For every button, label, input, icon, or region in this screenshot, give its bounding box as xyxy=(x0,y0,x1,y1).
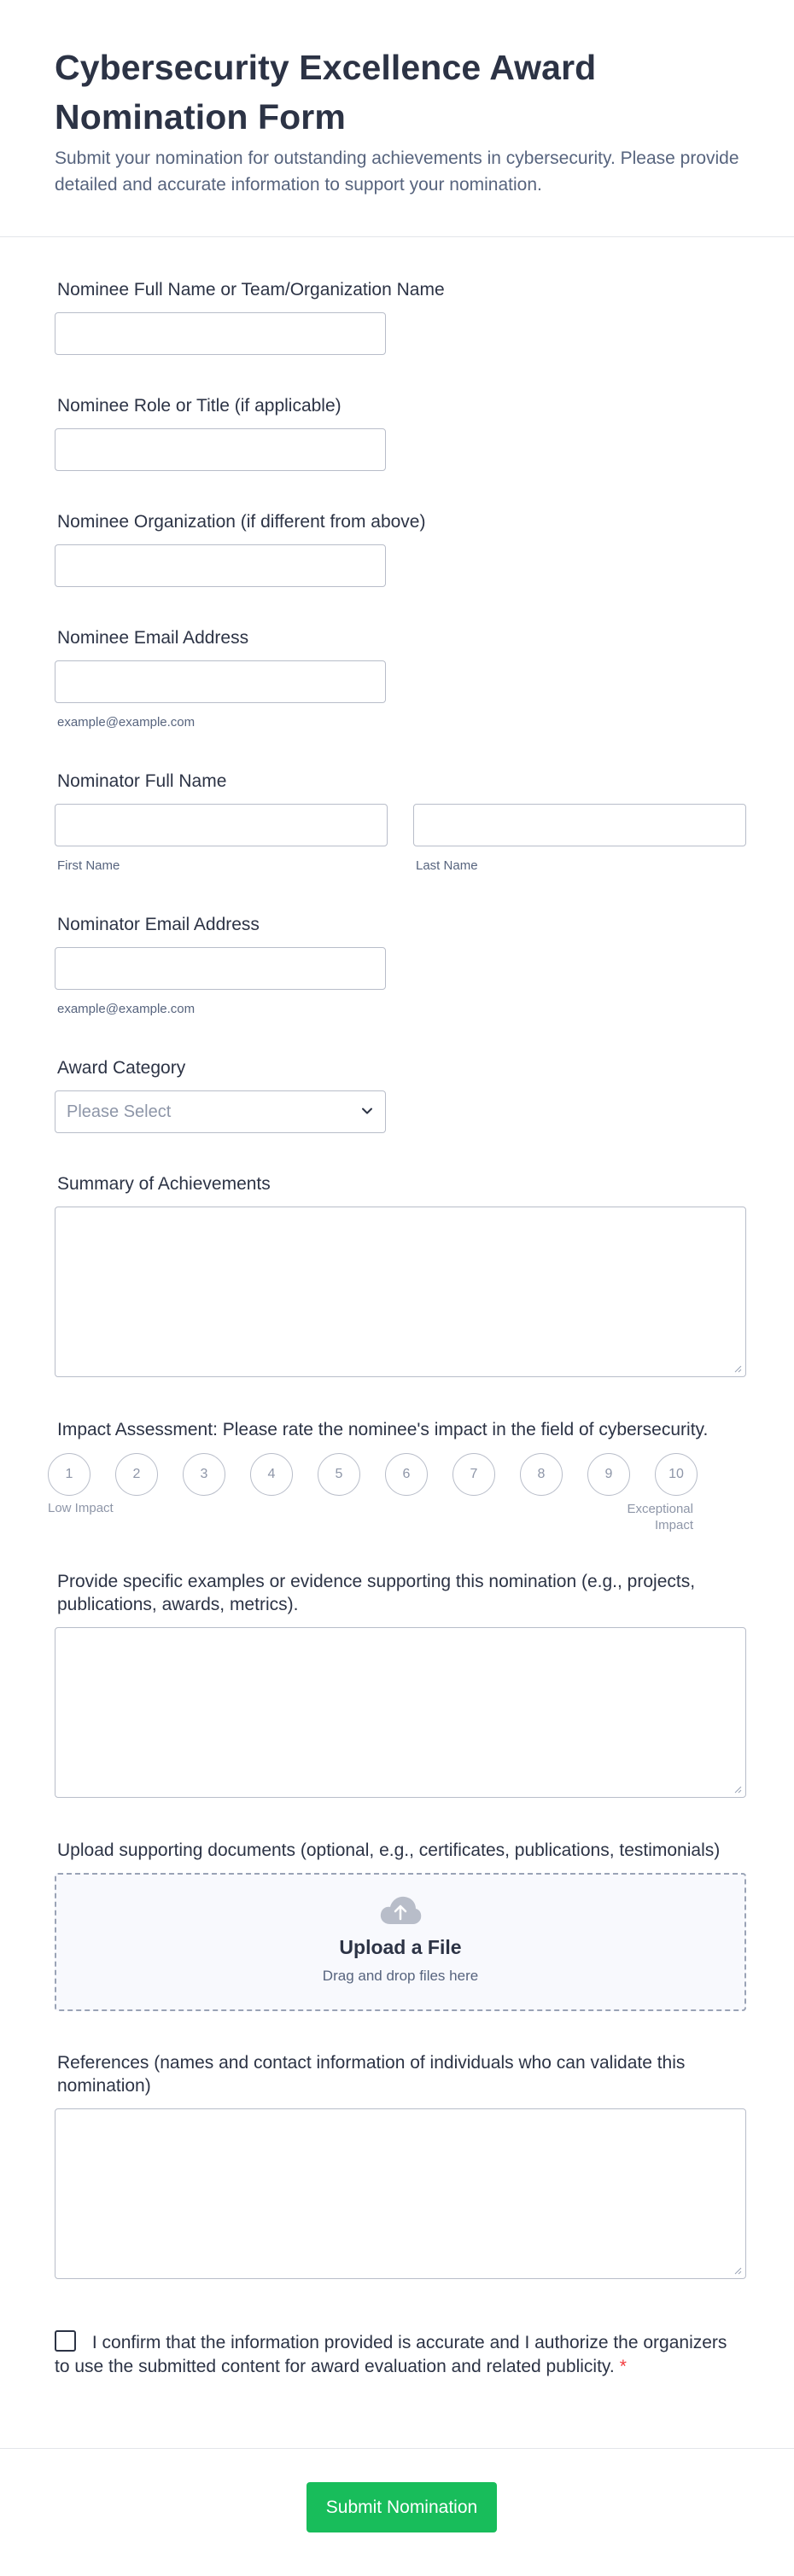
nominator-name-row xyxy=(55,804,746,873)
nominator-email-input[interactable] xyxy=(55,947,386,990)
first-name-input[interactable] xyxy=(55,804,388,846)
impact-option-6[interactable]: 6 xyxy=(385,1453,428,1496)
impact-option-7[interactable]: 7 xyxy=(452,1453,495,1496)
consent-checkbox[interactable] xyxy=(55,2330,76,2352)
award-category-label: Award Category xyxy=(57,1058,186,1078)
nominee-org-input[interactable] xyxy=(55,544,386,587)
impact-scale-labels xyxy=(48,1496,746,1532)
nominee-email-field xyxy=(55,626,746,730)
resize-grip-icon[interactable] xyxy=(733,1364,742,1373)
upload-hint: Drag and drop files here xyxy=(322,1968,479,1984)
form-footer xyxy=(0,2448,794,2576)
form-title: Cybersecurity Excellence Award Nomination Form xyxy=(55,48,597,137)
impact-option-4[interactable]: 4 xyxy=(250,1453,293,1496)
examples-field xyxy=(55,1570,746,1798)
nominee-org-field xyxy=(55,510,746,587)
examples-label: Provide specific examples or evidence supporting this nomination (e.g., projects, publications, awards, metrics). xyxy=(57,1572,696,1614)
impact-label: Impact Assessment: Please rate the nominee's impact in the field of cybersecurity. xyxy=(57,1420,709,1439)
required-mark: * xyxy=(619,2357,627,2376)
nominee-role-field xyxy=(55,394,746,471)
nominator-email-label: Nominator Email Address xyxy=(57,915,260,934)
nominee-email-label: Nominee Email Address xyxy=(57,628,249,648)
references-field xyxy=(55,2051,746,2279)
examples-textarea[interactable] xyxy=(55,1627,746,1798)
submit-button[interactable]: Submit Nomination xyxy=(307,2482,497,2532)
first-name-col xyxy=(55,804,388,873)
award-category-placeholder: Please Select xyxy=(67,1102,172,1121)
nominator-name-label: Nominator Full Name xyxy=(57,771,227,791)
references-textarea[interactable] xyxy=(55,2108,746,2279)
impact-field xyxy=(48,1418,746,1532)
nominee-name-field xyxy=(55,278,746,355)
impact-option-1[interactable]: 1 xyxy=(48,1453,90,1496)
nominator-email-sublabel: example@example.com xyxy=(57,1002,196,1016)
first-name-sublabel: First Name xyxy=(57,858,120,873)
nominee-role-label: Nominee Role or Title (if applicable) xyxy=(57,396,342,416)
upload-label: Upload supporting documents (optional, e.g., certificates, publications, testimonials) xyxy=(57,1840,721,1860)
resize-grip-icon[interactable] xyxy=(733,2266,742,2275)
chevron-down-icon xyxy=(359,1103,375,1119)
impact-option-3[interactable]: 3 xyxy=(183,1453,225,1496)
references-label: References (names and contact information of individuals who can validate this nomination) xyxy=(57,2053,686,2096)
cloud-upload-icon xyxy=(379,1895,422,1926)
impact-option-5[interactable]: 5 xyxy=(318,1453,360,1496)
impact-option-9[interactable]: 9 xyxy=(587,1453,630,1496)
summary-textarea[interactable] xyxy=(55,1207,746,1377)
nominee-role-input[interactable] xyxy=(55,428,386,471)
impact-high-label: Exceptional Impact xyxy=(627,1502,693,1532)
nominator-email-field xyxy=(55,913,746,1016)
nominee-name-label: Nominee Full Name or Team/Organization Name xyxy=(57,280,445,299)
last-name-input[interactable] xyxy=(413,804,746,846)
file-upload-dropzone[interactable] xyxy=(55,1873,746,2011)
nominee-email-sublabel: example@example.com xyxy=(57,715,196,730)
impact-option-8[interactable]: 8 xyxy=(520,1453,563,1496)
upload-title: Upload a File xyxy=(339,1936,462,1958)
form-header xyxy=(0,0,794,237)
award-category-select[interactable] xyxy=(55,1090,386,1133)
last-name-col xyxy=(413,804,746,873)
consent-label: I confirm that the information provided is accurate and I authorize the organizers to use the submitted content for award evaluation and related publicity. xyxy=(55,2333,727,2376)
summary-field xyxy=(55,1172,746,1377)
last-name-sublabel: Last Name xyxy=(416,858,478,873)
nominee-org-label: Nominee Organization (if different from above) xyxy=(57,512,426,532)
nominator-name-field xyxy=(55,770,746,873)
impact-low-label: Low Impact xyxy=(48,1501,114,1515)
summary-label: Summary of Achievements xyxy=(57,1174,271,1194)
impact-option-2[interactable]: 2 xyxy=(115,1453,158,1496)
form-description: Submit your nomination for outstanding achievements in cybersecurity. Please provide detailed and accurate information to support your nomination. xyxy=(55,148,739,195)
impact-scale xyxy=(48,1453,746,1496)
award-category-field xyxy=(55,1056,746,1133)
impact-option-10[interactable]: 10 xyxy=(655,1453,698,1496)
consent-field xyxy=(55,2328,746,2379)
resize-grip-icon[interactable] xyxy=(733,1785,742,1794)
nominee-name-input[interactable] xyxy=(55,312,386,355)
upload-field xyxy=(55,1839,746,2011)
consent-text xyxy=(55,2328,746,2379)
consent-row xyxy=(55,2328,746,2379)
nominee-email-input[interactable] xyxy=(55,660,386,703)
